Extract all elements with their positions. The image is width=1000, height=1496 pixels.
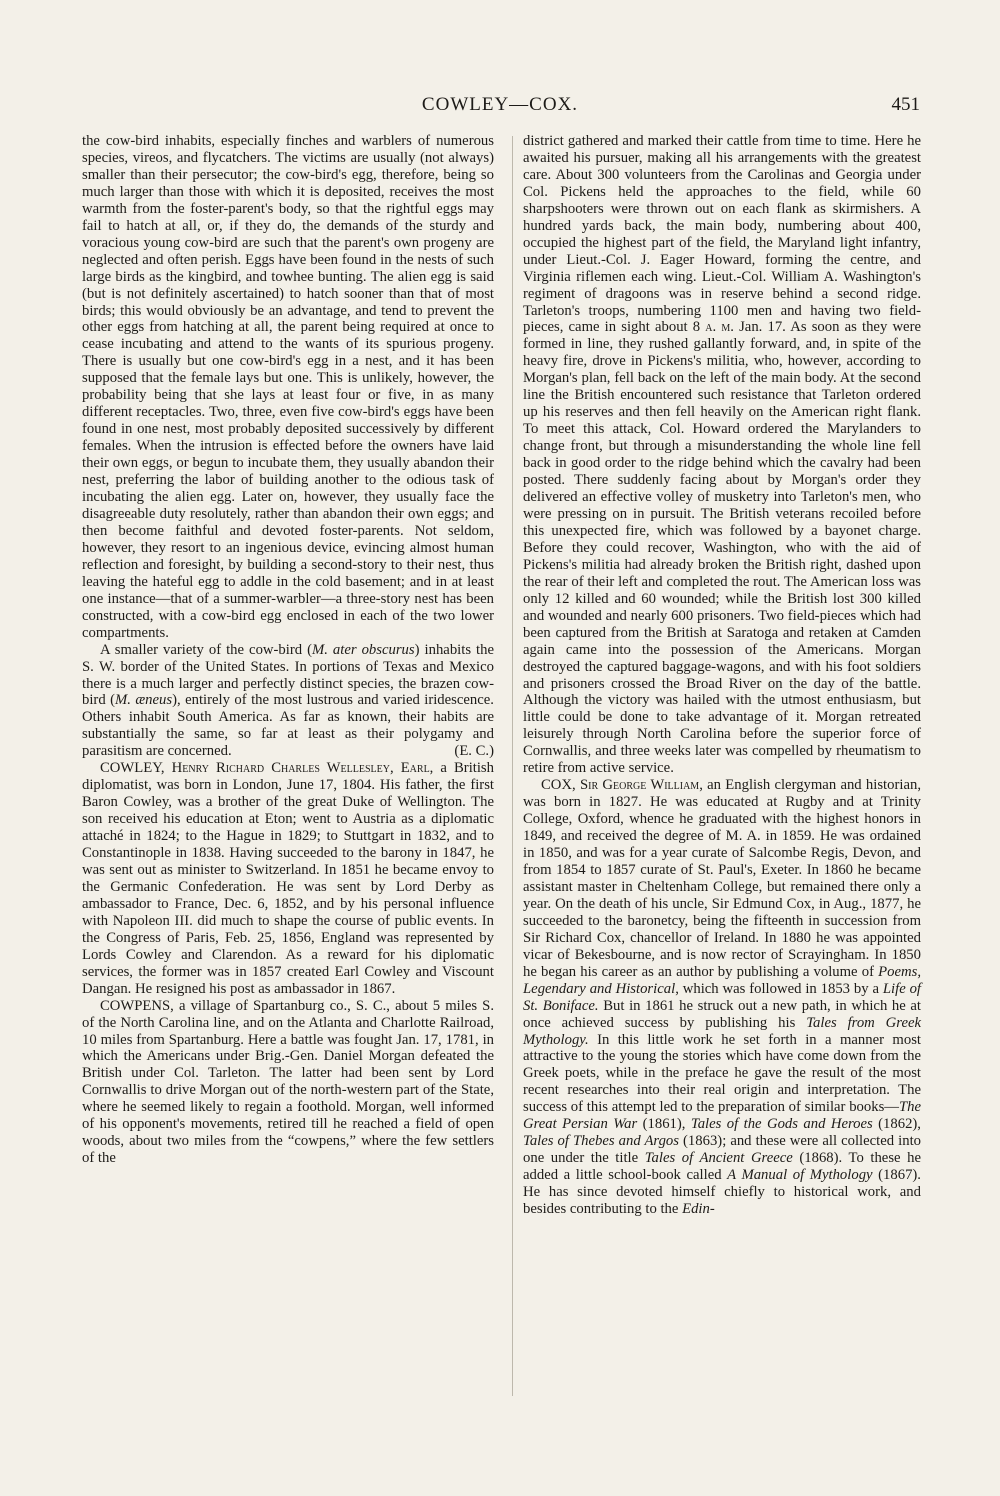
page-header bbox=[80, 94, 920, 124]
text-segment: an English clergyman and historian, was born in 1827. He was educated at Rugby and at Trinity College, Oxford, whence he graduated with the highest honors in 1849, and received the degree of M. A. in 1859. He was ordained in 1850, and was for a year curate of Salcombe Regis, Devon, and from 1854 to 1857 curate of St. Paul's, Exeter. In 1860 he became assistant master in Cheltenham College, but remained there only a year. On the death of his uncle, Sir Edmund Cox, in Aug., 1877, he succeeded to the baronetcy, being the fifteenth in succession from Sir Richard Cox, chancellor of Ireland. In 1880 he was appointed vicar of Bekesbourne, and is now rector of Scrayingham. In 1850 he began his career as an author by publishing a volume of bbox=[523, 777, 921, 980]
cox-entry bbox=[523, 777, 921, 1218]
species-name: M. æneus bbox=[115, 692, 173, 709]
text-segment: Jan. 17. As soon as they were formed in line, they rushed gallantly forward, and, in spite of the heavy fire, drove in Pickens's militia, who, however, according to Morgan's plan, fell back on the left of the main body. At the second line the British encountered such resistance that Tarleton ordered up his reserves and then fell heavily on the American right flank. To meet this attack, Col. Howard ordered the Marylanders to change front, but through a misunderstanding the whole line fell back in good order to the ridge behind which the cavalry had been posted. There suddenly facing about by Morgan's order they delivered an effective volley of musketry into Tarleton's men, who were pressing on in pursuit. The British veterans recoiled before this unexpected fire, which was followed by a bayonet charge. Before they could recover, Washington, who with the aid of Pickens's militia had already broken the British right, dashed upon the rear of their left and completed the rout. The American loss was only 12 killed and 60 wounded; while the British lost 300 killed and wounded and nearly 600 prisoners. Two field-pieces which had been captured from the British at Saratoga and retaken at Camden again came into the possession of the Americans. Morgan destroyed the captured baggage-wagons, and with his foot soldiers and prisoners crossed the Broad River on the day of the battle. Although the victory was hailed with the utmost enthusiasm, but little could be done to take advantage of it. Morgan retreated leisurely through North Carolina before the superior force of Cornwallis, and three weeks later was compelled by rheumatism to retire from active service. bbox=[523, 319, 921, 777]
text-segment: ) inhabits the S. W. border of the United States. In portions of Texas and Mexico there is a much larger and perfectly distinct species, the brazen cow-bird ( bbox=[82, 641, 494, 709]
text-segment: (1862), bbox=[872, 1116, 921, 1133]
cowpens-continuation bbox=[523, 133, 921, 777]
book-title: Poems, Legendary and Historical bbox=[523, 963, 921, 997]
entry-body: a British diplomatist, was born in London, June 17, 1804. His father, the first Baron Cowley, was a brother of the great Duke of Wellington. The son received his education at Eton; went to Austria as a diplomatic attaché in 1824; to the Hague in 1829; to Stuttgart in 1832, and to Constantinople in 1838. Having succeeded to the barony in 1847, he was sent out as minister to Switzerland. In 1851 he became envoy to the Germanic Confederation. He was sent by Lord Derby as ambassador to France, Dec. 6, 1852, and by his personal influence with Napoleon III. did much to shape the course of public events. In the Congress of Paris, Feb. 25, 1856, England was represented by Lords Cowley and Clarendon. As a reward for his diplomatic services, the former was in 1857 created Earl Cowley and Viscount Dangan. He resigned his post as ambassador in 1867. bbox=[82, 760, 494, 997]
text-segment: But in 1861 he struck out a new path, in which he at once achieved success by publishing his bbox=[523, 997, 921, 1031]
book-title: A Manual of Mythology bbox=[727, 1167, 873, 1184]
book-title: Edin- bbox=[682, 1201, 715, 1218]
book-title: The Great Persian War bbox=[523, 1099, 921, 1133]
text-segment: (1867). He has since devoted himself chiefly to historical work, and besides contributing to the bbox=[523, 1167, 921, 1218]
page-number: 451 bbox=[891, 94, 920, 115]
cowbird-paragraph-2 bbox=[82, 642, 494, 761]
text-segment: In this little work he set forth in a manner most attractive to the young the stories which have come down from the Greek poets, while in the preface he gave the result of the most recent researches into their real origin and interpretation. The success of this attempt led to the preparation of similar books— bbox=[523, 1031, 921, 1116]
species-name: M. ater obscurus bbox=[311, 641, 415, 658]
entry-heading: COWPENS, bbox=[100, 997, 174, 1014]
right-column bbox=[523, 133, 921, 1218]
text-segment: , which was followed in 1853 by a bbox=[675, 980, 883, 997]
text-segment: A smaller variety of the cow-bird ( bbox=[100, 641, 312, 658]
entry-heading: COWLEY, Henry Richard Charles Wellesley, Earl, bbox=[100, 760, 434, 777]
book-title: Tales of Ancient Greece bbox=[644, 1150, 793, 1167]
cowpens-entry bbox=[82, 998, 494, 1168]
book-title: Tales from Greek Mythology. bbox=[523, 1014, 922, 1048]
text-segment: ), entirely of the most lustrous and varied iridescence. Others inhabit South America. As far as known, their habits are substantially the same, so far at least as their polygamy and parasitism are concerned. bbox=[82, 692, 494, 760]
cowbird-paragraph-1: the cow-bird inhabits, especially finches and warblers of numerous species, vireos, and flycatchers. The victims are usually (not always) smaller than their persecutor; the cow-bird's egg, therefore, being so much larger than those with which it is deposited, receives the most warmth from the foster-parent's body, so that the rightful eggs may fail to hatch at all, or, if they do, the demands of the sturdy and voracious young cow-bird are such that the parent's own progeny are neglected and often perish. Eggs have been found in the nests of such large birds as the kingbird, and towhee bunting. The alien egg is said (but is not definitely ascertained) to hatch sooner than that of most birds; this would obviously be an advantage, and tend to prevent the other eggs from hatching at all, the parent being required at once to cease incubating and attend to the wants of its spurious progeny. There is usually but one cow-bird's egg in a nest, and it has been supposed that the female lays but one. This is unlikely, however, the probability being that she lays at least four or five, in as many different receptacles. Two, three, even five cow-bird's eggs have been found in one nest, most probably deposited successively by different females. When the intrusion is effected before the owners have laid their own eggs, or begun to incubate them, they usually abandon their nest, preferring the labor of building another to the odious task of incubating the alien egg. Later on, however, they usually face the disagreeable duty resolutely, rather than abandon their own eggs; and then become faithful and devoted foster-parents. Not seldom, however, they resort to an ingenious device, evincing almost human reflection and foresight, by building a second-story to their nest, thus leaving the hateful egg to addle in the cold basement; and in at least one instance—that of a summer-warbler—a three-story nest has been constructed, with a cow-bird egg enclosed in each of the two lower compartments. bbox=[82, 133, 494, 641]
entry-body: a village of Spartanburg co., S. C., about 5 miles S. of the North Carolina line, and on the Atlanta and Charlotte Railroad, 10 miles from Spartanburg. Here a battle was fought Jan. 17, 1781, in which the Americans under Brig.-Gen. Daniel Morgan defeated the British under Col. Tarleton. The latter had been sent by Lord Cornwallis to drive Morgan out of the north-western part of the State, where he seemed likely to regain a foothold. Morgan, well informed of his opponent's movements, retired till he reached a field of open woods, about two miles from the “cowpens,” where the few settlers of the bbox=[82, 997, 494, 1167]
left-column bbox=[82, 133, 494, 1167]
text-segment: (1868). To these he added a little school-book called bbox=[523, 1150, 921, 1184]
text-segment: (1861), bbox=[637, 1116, 691, 1133]
text-segment: (1863); and these were all collected into one under the title bbox=[523, 1133, 921, 1167]
cowley-entry bbox=[82, 760, 494, 997]
running-head: COWLEY—COX. bbox=[421, 94, 579, 115]
author-signature: (E. C.) bbox=[454, 743, 494, 760]
text-segment: district gathered and marked their cattle from time to time. Here he awaited his pursuer, making all his arrangements with the greatest care. About 300 volunteers from the Carolinas and Georgia under Col. Pickens held the approaches to the field, while 60 sharpshooters were thrown out on each flank as skirmishers. A hundred yards back, the main body, numbering about 400, occupied the highest part of the field, the Maryland light infantry, under Lieut.-Col. J. Eager Howard, forming the centre, and Virginia riflemen each wing. Lieut.-Col. William A. Washington's regiment of dragoons was in reserve behind a second ridge. Tarleton's troops, numbering 1100 men and having two field-pieces, came in sight about 8 bbox=[523, 133, 921, 336]
book-title: Life of St. Boniface. bbox=[523, 980, 922, 1014]
book-title: Tales of Thebes and Argos bbox=[523, 1133, 679, 1150]
entry-heading: COX, Sir George William, bbox=[541, 777, 703, 794]
time-abbreviation: a. m. bbox=[705, 319, 734, 336]
book-title: Tales of the Gods and Heroes bbox=[690, 1116, 873, 1133]
column-divider bbox=[512, 136, 513, 1396]
